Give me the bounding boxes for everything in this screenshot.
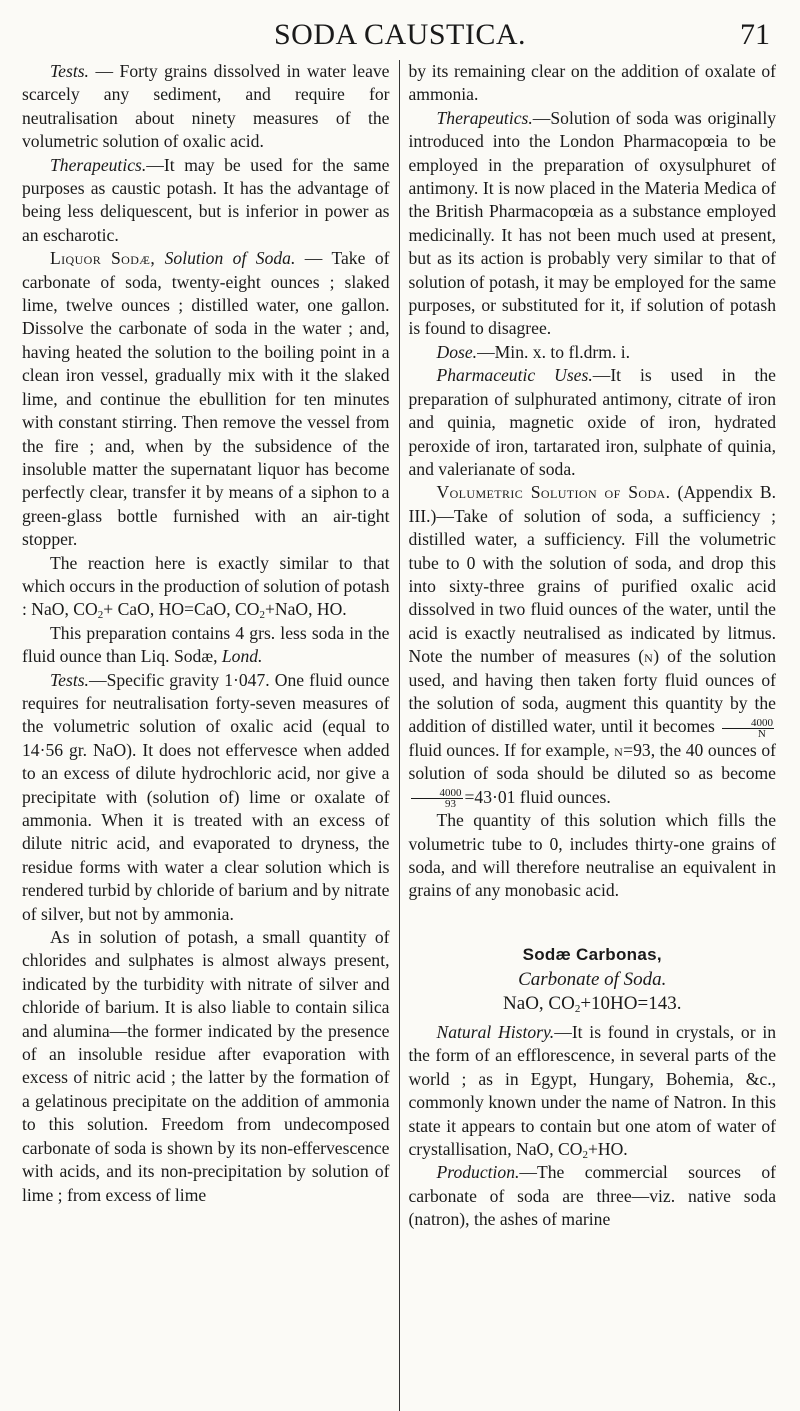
reaction-paragraph: The reaction here is exactly similar to that which occurs in the production of solution of potash : NaO, $CO_2+$ CaO, HO=CaO, $CO_2+NaO$, HO. [22, 552, 390, 622]
volumetric-solution-paragraph: Volumetric Solution of Soda. (Appendix B. III.)—Take of solution of soda, a sufficiency ; distilled water, a sufficiency. Fill the volumetric tube to 0 with the solution of soda, and drop this into sixty-three grains of purified oxalic acid dissolved in two fluid ounces of the water, until the acid is exactly neutralised as indicated by litmus. Note the number of measures (n) of the solution used, and having then taken forty fluid ounces of the solution of soda, augment this quantity by the addition of distilled water, until it becomes $\frac{4000}{N}$ fluid ounces. If for example, n=93, the 40 ounces of solution of soda should be diluted so as become $\frac{4000}{93}$ =43·01 fluid ounces. [408, 482, 777, 811]
therapeutics-label: Therapeutics. [50, 154, 147, 175]
production-label: Production. [436, 1162, 520, 1183]
quantity-paragraph: The quantity of this solution which fills the volumetric tube to 0, includes thirty-one grains of soda, and will therefore neutralise an equivalent in grains of any monobasic acid. [408, 810, 776, 901]
page-number: 71 [740, 18, 770, 51]
tests-2-paragraph: Tests.—Specific gravity 1·047. One fluid ounce requires for neutralisation forty-seven measures of the volumetric solution of oxalic acid (equal to 14·56 gr. NaO). It does not effervesce when added to an excess of dilute hydrochloric acid, nor give a precipitate with (solution of) lime or oxalate of ammonia. When it is treated with an excess of dilute nitric acid, and evaporated to dryness, the residue forms with water a clear solution which is rendered turbid by chloride of barium and by nitrate of silver, but not by ammonia. [22, 669, 390, 924]
tests-paragraph: Tests. — Forty grains dissolved in water leave scarcely any sediment, and require for neutralisation about ninety measures of the volumetric solution of oxalic acid. [22, 61, 390, 152]
tests-2-label: Tests. [50, 669, 89, 690]
dose-label: Dose. [436, 341, 478, 362]
section-title: Sodæ Carbonas, [522, 944, 662, 964]
continuation-paragraph: by its remaining clear on the addition of oxalate of ammonia. [408, 61, 776, 105]
liquor-sodae-heading: Liquor Sodæ, [50, 248, 156, 269]
therapeutics-2-paragraph: Therapeutics.—Solution of soda was originally introduced into the London Pharmacopœia to be employed in the preparation of oxysulphuret of antimony. It is now placed in the Materia Medica of the British Pharmacopœia as a substance employed medicinally. It has not been much used at present, but as its action is probably very similar to that of solution of potash, it may be employed for the same purposes, or substituted for it, if solution of potash is found to disagree. [408, 107, 776, 339]
production-paragraph: Production.—The commercial sources of carbonate of soda are three—viz. native soda (natron), the ashes of marine [408, 1162, 776, 1230]
running-title: SODA CAUSTICA. [273, 18, 527, 51]
chemical-formula: NaO, $CO_2+10HO=143$. [503, 992, 682, 1015]
right-column [399, 60, 777, 1411]
liquor-sodae-paragraph: Liquor Sodæ, Solution of Soda. — Take of carbonate of soda, twenty-eight ounces ; slaked lime, twelve ounces ; distilled water, one gallon. Dissolve the carbonate of soda in the water ; and, having heated the solution to the boiling point in a clean iron vessel, gradually mix with it the slaked lime, and continue the ebullition for ten minutes with constant stirring. Then remove the vessel from the fire ; and, when by the subsidence of the insoluble matter the supernatant liquor has become perfectly clear, transfer it by means of a siphon to a green-glass bottle furnished with an air-tight stopper. [22, 248, 390, 550]
natural-history-label: Natural History. [436, 1021, 555, 1042]
section-subtitle: Carbonate of Soda. [518, 969, 667, 991]
impurities-paragraph: As in solution of potash, a small quantity of chlorides and sulphates is almost always present, indicated by the turbidity with nitrate of silver and chloride of barium. It is also liable to contain silica and alumina—the former indicated by the presence of an insoluble residue after evaporation with excess of nitric acid ; the latter by the formation of a gelatinous precipitate on the addition of ammonia to this solution. Freedom from undecomposed carbonate of soda is shown by its non-effervescence with acids, and its non-precipitation by solution of lime ; from excess of lime [22, 927, 390, 1205]
contains-paragraph: This preparation contains 4 grs. less soda in the fluid ounce than Liq. Sodæ, Lond. [22, 622, 390, 667]
volumetric-solution-heading: Volumetric Solution of Soda. [436, 482, 671, 503]
page-header [0, 14, 800, 54]
therapeutics-2-label: Therapeutics. [436, 107, 533, 128]
dose-paragraph: Dose.—Min. x. to fl.drm. i. [436, 341, 631, 362]
natural-history-paragraph: Natural History.—It is found in crystals, or in the form of an efflorescence, in several parts of the world ; as in Egypt, Hungary, Bohemia, &c., commonly known under the name of Natron. In this state it appears to contain but one atom of water of crystallisation, NaO, $CO_2+HO$. [408, 1021, 777, 1161]
fraction-4000-over-n: $\frac{4000}{N}$ [722, 718, 774, 739]
therapeutics-paragraph: Therapeutics.—It may be used for the same purposes as caustic potash. It has the advantage of being less deliquescent, but is inferior in power as an escharotic. [22, 154, 390, 245]
liquor-sodae-name: Solution of Soda. [164, 248, 296, 269]
pharmaceutic-uses-paragraph: Pharmaceutic Uses.—It is used in the preparation of sulphurated antimony, citrate of iron and quinia, magnetic oxide of iron, hydrated peroxide of iron, tartarated iron, sulphate of quinia, and valerianate of soda. [408, 365, 776, 479]
pharmaceutic-uses-label: Pharmaceutic Uses. [436, 365, 593, 386]
text-columns [22, 60, 776, 1411]
fraction-4000-over-93: $\frac{4000}{93}$ [411, 788, 463, 809]
tests-label: Tests. [50, 61, 89, 81]
left-column [22, 60, 399, 1411]
